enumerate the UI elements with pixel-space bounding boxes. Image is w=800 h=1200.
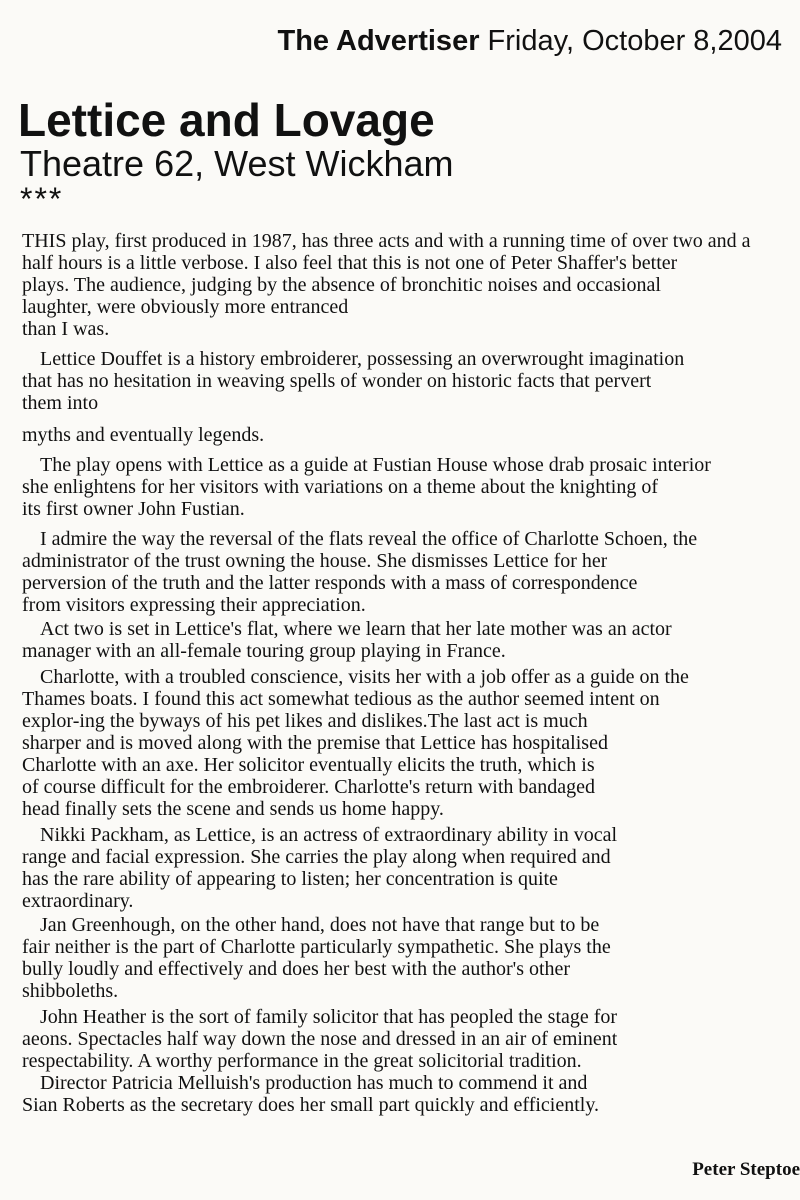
article-line: fair neither is the part of Charlotte particularly sympathetic. She plays the — [22, 936, 611, 958]
masthead — [277, 24, 782, 58]
article-line: sharper and is moved along with the premise that Lettice has hospitalised — [22, 732, 608, 754]
article-line: Jan Greenhough, on the other hand, does not have that range but to be — [40, 914, 600, 936]
article-line: Sian Roberts as the secretary does her small part quickly and efficiently. — [22, 1094, 600, 1116]
article-line: Charlotte with an axe. Her solicitor eventually elicits the truth, which is — [22, 754, 595, 776]
article-line: than I was. — [22, 318, 110, 340]
article-line: respectability. A worthy performance in the great solicitorial tradition. — [22, 1050, 582, 1072]
article-line: she enlightens for her visitors with variations on a theme about the knighting of — [22, 476, 658, 498]
byline: Peter Steptoe — [692, 1159, 800, 1180]
article-line: bully loudly and effectively and does her best with the author's other — [22, 958, 571, 980]
article-line: from visitors expressing their appreciation. — [22, 594, 366, 616]
article-line: Act two is set in Lettice's flat, where we learn that her late mother was an actor — [40, 618, 672, 640]
star-rating: *** — [20, 181, 64, 217]
article-line: explor-ing the byways of his pet likes and dislikes.The last act is much — [22, 710, 588, 732]
article-line: manager with an all-female touring group playing in France. — [22, 640, 506, 662]
article-line: extraordinary. — [22, 890, 134, 912]
article-line: that has no hesitation in weaving spells of wonder on historic facts that pervert — [22, 370, 652, 392]
article-line: head finally sets the scene and sends us home happy. — [22, 798, 444, 820]
article-line: perversion of the truth and the latter responds with a mass of correspondence — [22, 572, 638, 594]
article-line: administrator of the trust owning the house. She dismisses Lettice for her — [22, 550, 608, 572]
article-line: myths and eventually legends. — [22, 424, 265, 446]
article-line: Director Patricia Melluish's production has much to commend it and — [40, 1072, 588, 1094]
article-line: range and facial expression. She carries the play along when required and — [22, 846, 611, 868]
article-line: laughter, were obviously more entranced — [22, 296, 349, 318]
newspaper-name: The Advertiser — [277, 25, 480, 57]
article-line: Charlotte, with a troubled conscience, visits her with a job offer as a guide on the — [40, 666, 689, 688]
article-line: plays. The audience, judging by the absence of bronchitic noises and occasional — [22, 274, 661, 296]
article-line: half hours is a little verbose. I also feel that this is not one of Peter Shaffer's better — [22, 252, 678, 274]
article-line: of course difficult for the embroiderer. Charlotte's return with bandaged — [22, 776, 596, 798]
article-line: THIS play, first produced in 1987, has three acts and with a running time of over two and a — [22, 230, 751, 252]
article-line: John Heather is the sort of family solicitor that has peopled the stage for — [40, 1006, 618, 1028]
article-line: Thames boats. I found this act somewhat tedious as the author seemed intent on — [22, 688, 660, 710]
headline: Lettice and Lovage — [18, 94, 435, 146]
article-line: shibboleths. — [22, 980, 119, 1002]
publication-date: Friday, October 8,2004 — [479, 25, 782, 57]
article-line: The play opens with Lettice as a guide at Fustian House whose drab prosaic interior — [40, 454, 711, 476]
article-line: has the rare ability of appearing to listen; her concentration is quite — [22, 868, 558, 890]
article-line: Lettice Douffet is a history embroiderer, possessing an overwrought imagination — [40, 348, 685, 370]
article-line: Nikki Packham, as Lettice, is an actress of extraordinary ability in vocal — [40, 824, 618, 846]
article-line: its first owner John Fustian. — [22, 498, 245, 520]
article-line: I admire the way the reversal of the flats reveal the office of Charlotte Schoen, the — [40, 528, 698, 550]
article-line: aeons. Spectacles half way down the nose and dressed in an air of eminent — [22, 1028, 618, 1050]
venue-subheading: Theatre 62, West Wickham — [20, 143, 454, 184]
article-line: them into — [22, 392, 99, 414]
